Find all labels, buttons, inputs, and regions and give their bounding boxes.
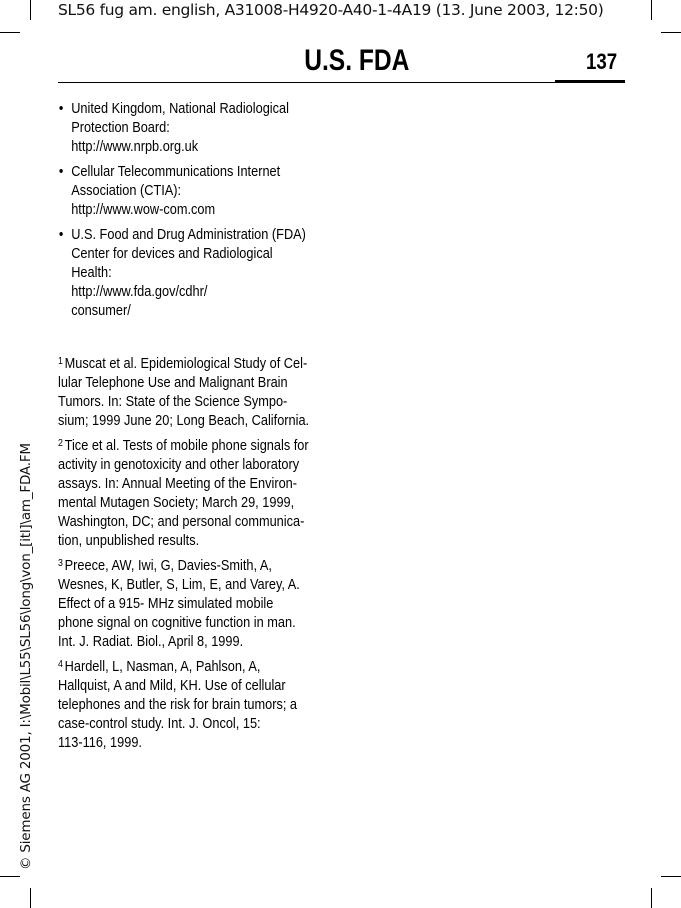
list-item <box>58 226 331 321</box>
footnote-line: Hallquist, A and Mild, KH. Use of cellular <box>58 678 286 694</box>
bullet-icon: • <box>58 101 64 117</box>
link-url[interactable]: http://www.nrpb.org.uk <box>71 139 199 155</box>
footnote-number: 3 <box>58 558 63 569</box>
crop-mark-bottom-left-horizontal <box>0 876 20 877</box>
page-number: 137 <box>586 49 618 74</box>
footnote-line: Wesnes, K, Butler, S, Lim, E, and Varey, A. <box>58 577 300 593</box>
footnote-line: assays. In: Annual Meeting of the Environ- <box>58 476 298 492</box>
list-item-line: Association (CTIA): <box>71 183 182 199</box>
crop-mark-top-right-vertical <box>651 0 652 20</box>
list-item-line: Health: <box>71 265 112 281</box>
list-item-line: Cellular Telecommunications Internet <box>71 164 281 180</box>
footnote-number: 1 <box>58 356 63 367</box>
footnote-line: Tice et al. Tests of mobile phone signals for <box>64 438 309 454</box>
header-rule <box>58 82 625 83</box>
link-url[interactable]: http://www.fda.gov/cdhr/ <box>71 284 208 300</box>
print-slug: SL56 fug am. english, A31008-H4920-A40-1-4A19 (13. June 2003, 12:50) <box>58 1 604 19</box>
footnote-line: tion, unpublished results. <box>58 533 200 549</box>
footnote <box>58 557 331 652</box>
footnotes <box>58 355 331 753</box>
footnote-number: 4 <box>58 659 63 670</box>
footnote <box>58 355 331 431</box>
list-item <box>58 163 331 220</box>
crop-mark-top-right-horizontal <box>661 32 681 33</box>
footnote-line: mental Mutagen Society; March 29, 1999, <box>58 495 295 511</box>
footnote-line: Effect of a 915- MHz simulated mobile <box>58 596 274 612</box>
bullet-icon: • <box>58 164 64 180</box>
list-item <box>58 100 331 157</box>
page-title <box>61 43 619 79</box>
crop-mark-bottom-left-vertical <box>30 888 31 908</box>
footnote-line: telephones and the risk for brain tumors; a <box>58 697 298 713</box>
list-item-line: U.S. Food and Drug Administration (FDA) <box>71 227 306 243</box>
link-url-continued[interactable]: consumer/ <box>71 303 131 319</box>
list-item-line: United Kingdom, National Radiological <box>71 101 289 117</box>
copyright-sidebar: © Siemens AG 2001, I:\Mobil\L55\SL56\long\von_[itl]\am_FDA.FM <box>18 443 34 870</box>
footnote-line: activity in genotoxicity and other laboratory <box>58 457 300 473</box>
footnote-line: case-control study. Int. J. Oncol, 15: <box>58 716 261 732</box>
page-title-text: U.S. FDA <box>304 44 410 77</box>
footnote-line: lular Telephone Use and Malignant Brain <box>58 375 288 391</box>
main-column <box>58 100 330 759</box>
list-item-line: Protection Board: <box>71 120 170 136</box>
crop-mark-bottom-right-horizontal <box>661 876 681 877</box>
footnote-line: sium; 1999 June 20; Long Beach, California. <box>58 413 310 429</box>
list-item-line: Center for devices and Radiological <box>71 246 273 262</box>
crop-mark-top-left-horizontal <box>0 32 20 33</box>
footnote-number: 2 <box>58 438 63 449</box>
link-url[interactable]: http://www.wow-com.com <box>71 202 216 218</box>
footnote-line: phone signal on cognitive function in man. <box>58 615 296 631</box>
footnote-line: Muscat et al. Epidemiological Study of Cel- <box>64 356 308 372</box>
crop-mark-bottom-right-vertical <box>651 888 652 908</box>
footnote-line: Preece, AW, Iwi, G, Davies-Smith, A, <box>64 558 272 574</box>
bullet-icon: • <box>58 227 64 243</box>
footnote-line: Washington, DC; and personal communica- <box>58 514 305 530</box>
footnote-line: Hardell, L, Nasman, A, Pahlson, A, <box>64 659 261 675</box>
footnote-line: Tumors. In: State of the Science Sympo- <box>58 394 288 410</box>
crop-mark-top-left-vertical <box>30 0 31 20</box>
footnote <box>58 437 331 551</box>
footnote-line: Int. J. Radiat. Biol., April 8, 1999. <box>58 634 244 650</box>
footnote-line: 113-116, 1999. <box>58 735 142 751</box>
resource-list <box>58 100 331 321</box>
footnote <box>58 658 331 753</box>
header-rule-accent <box>555 80 625 83</box>
